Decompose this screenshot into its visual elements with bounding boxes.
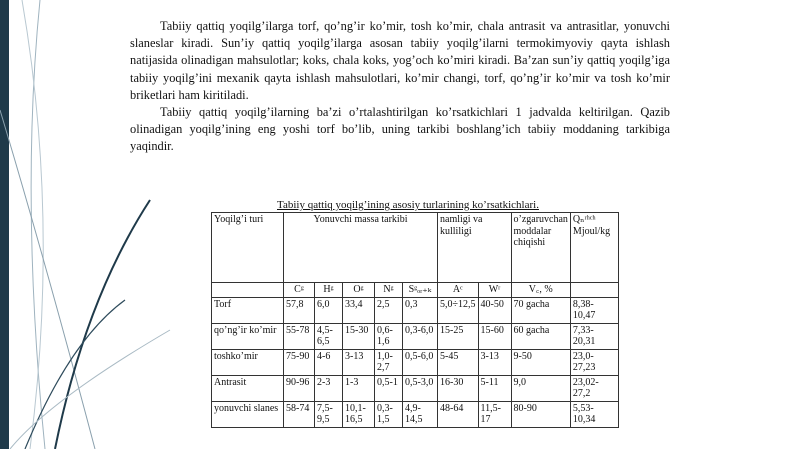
- cell-w: 11,5-17: [478, 401, 511, 427]
- row-name: yonuvchi slanes: [212, 401, 284, 427]
- cell-n: 1,0-2,7: [375, 349, 403, 375]
- cell-h: 4,5-6,5: [315, 323, 343, 349]
- subheader-v: V꜀, %: [511, 283, 570, 298]
- header-composition: Yonuvchi massa tarkibi: [284, 213, 438, 283]
- cell-v: 60 gacha: [511, 323, 570, 349]
- slide-body-text: [130, 18, 670, 156]
- cell-s: 0,3-6,0: [403, 323, 438, 349]
- cell-q: 23,02-27,2: [570, 375, 618, 401]
- subheader-empty: [212, 283, 284, 298]
- table-row: [212, 375, 619, 401]
- cell-h: 6,0: [315, 297, 343, 323]
- cell-s: 0,5-6,0: [403, 349, 438, 375]
- cell-q: 7,33-20,31: [570, 323, 618, 349]
- cell-s: 0,3: [403, 297, 438, 323]
- cell-a: 48-64: [438, 401, 479, 427]
- cell-q: 8,38-10,47: [570, 297, 618, 323]
- table-header-row: [212, 213, 619, 283]
- subheader-o: Oᵍ: [343, 283, 375, 298]
- cell-n: 2,5: [375, 297, 403, 323]
- row-name: Antrasit: [212, 375, 284, 401]
- cell-v: 70 gacha: [511, 297, 570, 323]
- table-caption: Tabiiy qattiq yoqilg’ining asosiy turlarining ko’rsatkichlari.: [277, 199, 539, 211]
- cell-s: 4,9-14,5: [403, 401, 438, 427]
- cell-o: 10,1-16,5: [343, 401, 375, 427]
- header-volatile: o’zgaruvchan moddalar chiqishi: [511, 213, 570, 283]
- cell-w: 40-50: [478, 297, 511, 323]
- cell-v: 9-50: [511, 349, 570, 375]
- fuel-properties-table: [211, 212, 619, 428]
- cell-a: 5-45: [438, 349, 479, 375]
- subheader-q-empty: [570, 283, 618, 298]
- table-row: [212, 323, 619, 349]
- cell-a: 16-30: [438, 375, 479, 401]
- cell-h: 2-3: [315, 375, 343, 401]
- cell-n: 0,6-1,6: [375, 323, 403, 349]
- header-heat: Qₙʳʰᶜʰ Mjoul/kg: [570, 213, 618, 283]
- cell-c: 55-78: [284, 323, 315, 349]
- row-name: toshko’mir: [212, 349, 284, 375]
- cell-w: 5-11: [478, 375, 511, 401]
- cell-o: 33,4: [343, 297, 375, 323]
- paragraph-2: Tabiiy qattiq yoqilg’ilarning ba’zi o’rtalashtirilgan ko’rsatkichlari 1 jadvalda keltirilgan. Qazib olinadigan yoqilg’ining eng yoshi torf bo’lib, uning tarkibi boshlang’ich tabiiy moddaning tarkibiga yaqindir.: [130, 105, 670, 154]
- cell-v: 9,0: [511, 375, 570, 401]
- cell-s: 0,5-3,0: [403, 375, 438, 401]
- subheader-w: Wʳ: [478, 283, 511, 298]
- cell-v: 80-90: [511, 401, 570, 427]
- cell-n: 0,3-1,5: [375, 401, 403, 427]
- subheader-a: Aᶜ: [438, 283, 479, 298]
- cell-h: 4-6: [315, 349, 343, 375]
- table-row: [212, 297, 619, 323]
- table-image: [205, 186, 628, 449]
- cell-c: 75-90: [284, 349, 315, 375]
- cell-c: 57,8: [284, 297, 315, 323]
- header-ash-moisture: namligi va kulliligi: [438, 213, 512, 283]
- row-name: qo’ng’ir ko’mir: [212, 323, 284, 349]
- cell-n: 0,5-1: [375, 375, 403, 401]
- header-fuel-type: Yoqilg’i turi: [212, 213, 284, 283]
- cell-w: 3-13: [478, 349, 511, 375]
- cell-a: 15-25: [438, 323, 479, 349]
- subheader-s: Sᵍₒᵣ₊ₖ: [403, 283, 438, 298]
- subheader-c: Cᵍ: [284, 283, 315, 298]
- table-row: [212, 349, 619, 375]
- cell-o: 3-13: [343, 349, 375, 375]
- paragraph-1: Tabiiy qattiq yoqilg’ilarga torf, qo’ng’ir ko’mir, tosh ko’mir, chala antrasit va antrasitlar, yonuvchi slaneslar kiradi. Sun’iy qattiq yoqilg’ilarga asosan tabiiy yoqilg’ilarni termokimyoviy qayta ishlash natijasida olinadigan mahsulotlar; koks, chala koks, yog’och ko’miri kiradi. Ba’zan sun’iy qattiq yoqilg’iga tabiiy yoqilg’ini mexanik qayta ishlash mahsulotlari, ko’mir changi, torf, qo’ng’ir ko’mir va tosh ko’mir briketlari ham kiritiladi.: [130, 19, 670, 102]
- cell-c: 90-96: [284, 375, 315, 401]
- table-row: [212, 401, 619, 427]
- table-subheader-row: [212, 283, 619, 298]
- row-name: Torf: [212, 297, 284, 323]
- cell-a: 5,0÷12,5: [438, 297, 479, 323]
- cell-o: 1-3: [343, 375, 375, 401]
- subheader-h: Hᵍ: [315, 283, 343, 298]
- cell-c: 58-74: [284, 401, 315, 427]
- cell-q: 23,0-27,23: [570, 349, 618, 375]
- cell-w: 15-60: [478, 323, 511, 349]
- cell-o: 15-30: [343, 323, 375, 349]
- cell-q: 5,53-10,34: [570, 401, 618, 427]
- cell-h: 7,5-9,5: [315, 401, 343, 427]
- subheader-n: Nᵍ: [375, 283, 403, 298]
